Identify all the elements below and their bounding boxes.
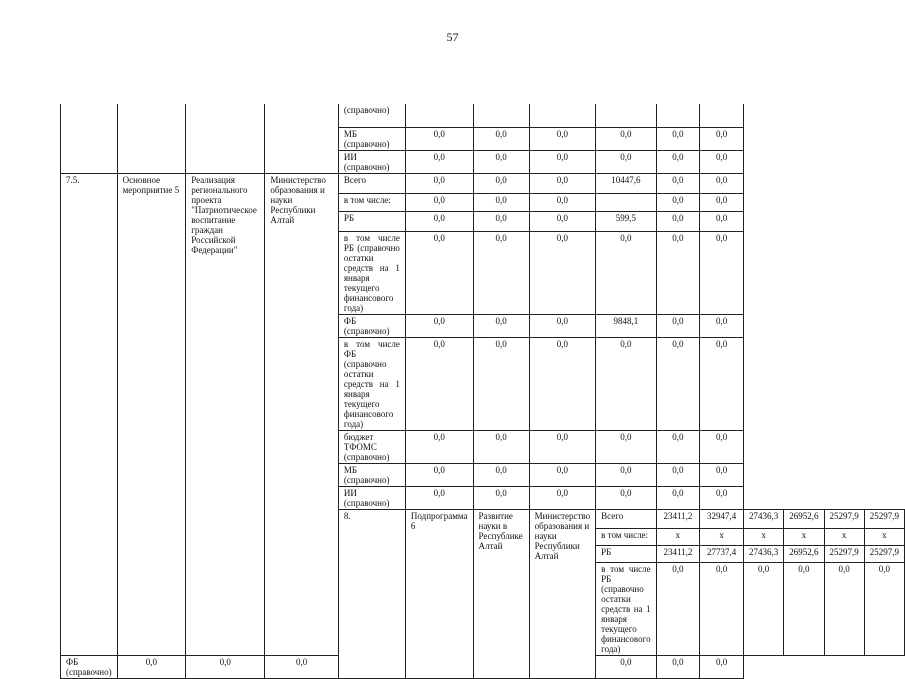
value-cell: 0,0 bbox=[700, 127, 744, 150]
value-cell: 599,5 bbox=[596, 211, 657, 231]
funding-source: Всего bbox=[596, 509, 657, 528]
value-cell: 25297,9 bbox=[824, 509, 864, 528]
value-cell: 25297,9 bbox=[824, 545, 864, 562]
value-cell: 0,0 bbox=[405, 337, 473, 430]
value-cell: 0,0 bbox=[405, 150, 473, 173]
value-cell bbox=[596, 193, 657, 211]
value-cell: 23411,2 bbox=[656, 545, 700, 562]
value-cell: 0,0 bbox=[700, 337, 744, 430]
empty-cell bbox=[186, 104, 265, 173]
value-cell: 0,0 bbox=[473, 127, 529, 150]
funding-source: в том числе РБ (справочно остатки средств на 1 января текущего финансового года) bbox=[596, 562, 657, 655]
value-cell: 0,0 bbox=[700, 150, 744, 173]
value-cell bbox=[596, 104, 657, 127]
value-cell: 0,0 bbox=[117, 655, 186, 678]
value-cell: x bbox=[700, 528, 744, 545]
value-cell: 0,0 bbox=[529, 486, 596, 509]
value-cell bbox=[700, 104, 744, 127]
table-row bbox=[61, 173, 905, 193]
value-cell: x bbox=[784, 528, 824, 545]
value-cell: 0,0 bbox=[405, 231, 473, 314]
value-cell: 0,0 bbox=[656, 211, 700, 231]
value-cell: 0,0 bbox=[656, 562, 700, 655]
funding-source: в том числе: bbox=[596, 528, 657, 545]
funding-source: РБ bbox=[338, 211, 405, 231]
value-cell: 0,0 bbox=[473, 150, 529, 173]
value-cell: 0,0 bbox=[596, 486, 657, 509]
value-cell: 0,0 bbox=[656, 655, 700, 678]
value-cell bbox=[529, 104, 596, 127]
value-cell: 0,0 bbox=[700, 655, 744, 678]
empty-cell bbox=[117, 104, 186, 173]
value-cell: 0,0 bbox=[405, 314, 473, 337]
value-cell: x bbox=[824, 528, 864, 545]
value-cell: 0,0 bbox=[265, 655, 339, 678]
executor: Министерство образования и науки Республики Алтай bbox=[529, 509, 596, 678]
value-cell: 0,0 bbox=[405, 486, 473, 509]
value-cell: 0,0 bbox=[405, 127, 473, 150]
value-cell: 0,0 bbox=[656, 231, 700, 314]
value-cell: 0,0 bbox=[700, 430, 744, 463]
executor: Министерство образования и науки Республики Алтай bbox=[265, 173, 339, 655]
value-cell: 0,0 bbox=[473, 314, 529, 337]
value-cell: 0,0 bbox=[656, 337, 700, 430]
value-cell: 0,0 bbox=[656, 193, 700, 211]
value-cell: 0,0 bbox=[784, 562, 824, 655]
value-cell: 0,0 bbox=[405, 211, 473, 231]
value-cell: 0,0 bbox=[529, 127, 596, 150]
value-cell: 0,0 bbox=[405, 173, 473, 193]
value-cell: 0,0 bbox=[596, 655, 657, 678]
program-name: Подпрограмма 6 bbox=[405, 509, 473, 678]
funding-table bbox=[60, 104, 905, 679]
value-cell: 0,0 bbox=[473, 231, 529, 314]
empty-cell bbox=[265, 104, 339, 173]
value-cell: 0,0 bbox=[656, 430, 700, 463]
funding-source: (справочно) bbox=[338, 104, 405, 127]
funding-source: МБ (справочно) bbox=[338, 463, 405, 486]
funding-source: в том числе: bbox=[338, 193, 405, 211]
value-cell: 0,0 bbox=[656, 463, 700, 486]
funding-source: Всего bbox=[338, 173, 405, 193]
value-cell: 0,0 bbox=[700, 486, 744, 509]
value-cell: 0,0 bbox=[700, 314, 744, 337]
value-cell bbox=[405, 104, 473, 127]
value-cell: 9848,1 bbox=[596, 314, 657, 337]
value-cell: 0,0 bbox=[700, 562, 744, 655]
funding-source: МБ (справочно) bbox=[338, 127, 405, 150]
value-cell: 0,0 bbox=[700, 211, 744, 231]
row-number: 8. bbox=[338, 509, 405, 678]
value-cell: 0,0 bbox=[596, 337, 657, 430]
value-cell: 0,0 bbox=[596, 430, 657, 463]
value-cell: 0,0 bbox=[596, 231, 657, 314]
value-cell: 25297,9 bbox=[864, 545, 904, 562]
value-cell: 0,0 bbox=[596, 150, 657, 173]
value-cell: 0,0 bbox=[700, 173, 744, 193]
value-cell: 0,0 bbox=[824, 562, 864, 655]
value-cell: 0,0 bbox=[405, 193, 473, 211]
value-cell: 0,0 bbox=[473, 173, 529, 193]
funding-source: ИИ (справочно) bbox=[338, 150, 405, 173]
funding-source: ФБ (справочно) bbox=[61, 655, 118, 678]
value-cell: 0,0 bbox=[473, 430, 529, 463]
value-cell: 27436,3 bbox=[744, 545, 784, 562]
value-cell: 32947,4 bbox=[700, 509, 744, 528]
value-cell: 0,0 bbox=[656, 173, 700, 193]
value-cell: 0,0 bbox=[656, 314, 700, 337]
value-cell: 23411,2 bbox=[656, 509, 700, 528]
value-cell: x bbox=[744, 528, 784, 545]
value-cell: 26952,6 bbox=[784, 545, 824, 562]
value-cell: 25297,9 bbox=[864, 509, 904, 528]
value-cell: 26952,6 bbox=[784, 509, 824, 528]
table-row bbox=[61, 104, 905, 127]
funding-source: в том числе ФБ (справочно остатки средств на 1 января текущего финансового года) bbox=[338, 337, 405, 430]
value-cell: 0,0 bbox=[473, 486, 529, 509]
value-cell: 0,0 bbox=[405, 430, 473, 463]
value-cell: 0,0 bbox=[596, 127, 657, 150]
value-cell: 10447,6 bbox=[596, 173, 657, 193]
value-cell: 0,0 bbox=[656, 486, 700, 509]
funding-source: ФБ (справочно) bbox=[338, 314, 405, 337]
funding-source: бюджет ТФОМС (справочно) bbox=[338, 430, 405, 463]
funding-source: ИИ (справочно) bbox=[338, 486, 405, 509]
program-description: Развитие науки в Республике Алтай bbox=[473, 509, 529, 678]
value-cell: 0,0 bbox=[700, 231, 744, 314]
value-cell bbox=[473, 104, 529, 127]
value-cell: 0,0 bbox=[473, 211, 529, 231]
value-cell: 0,0 bbox=[529, 150, 596, 173]
empty-cell bbox=[61, 104, 118, 173]
value-cell: 27737,4 bbox=[700, 545, 744, 562]
value-cell: 0,0 bbox=[596, 463, 657, 486]
value-cell: 0,0 bbox=[473, 463, 529, 486]
value-cell: 0,0 bbox=[473, 337, 529, 430]
page-number: 57 bbox=[446, 30, 459, 44]
funding-source: в том числе РБ (справочно остатки средств на 1 января текущего финансового года) bbox=[338, 231, 405, 314]
value-cell: x bbox=[864, 528, 904, 545]
value-cell: 0,0 bbox=[700, 193, 744, 211]
value-cell: 0,0 bbox=[529, 314, 596, 337]
row-number: 7.5. bbox=[61, 173, 118, 655]
program-name: Основное мероприятие 5 bbox=[117, 173, 186, 655]
value-cell: 0,0 bbox=[656, 150, 700, 173]
value-cell: 0,0 bbox=[529, 231, 596, 314]
value-cell: 0,0 bbox=[656, 127, 700, 150]
value-cell: 0,0 bbox=[700, 463, 744, 486]
value-cell: 0,0 bbox=[529, 211, 596, 231]
value-cell: 0,0 bbox=[744, 562, 784, 655]
value-cell: 0,0 bbox=[529, 337, 596, 430]
value-cell: 0,0 bbox=[529, 193, 596, 211]
value-cell: 0,0 bbox=[529, 463, 596, 486]
value-cell: 0,0 bbox=[864, 562, 904, 655]
funding-source: РБ bbox=[596, 545, 657, 562]
value-cell: 0,0 bbox=[405, 463, 473, 486]
value-cell: 27436,3 bbox=[744, 509, 784, 528]
value-cell: x bbox=[656, 528, 700, 545]
value-cell: 0,0 bbox=[473, 193, 529, 211]
value-cell: 0,0 bbox=[529, 430, 596, 463]
value-cell bbox=[656, 104, 700, 127]
value-cell: 0,0 bbox=[529, 173, 596, 193]
value-cell: 0,0 bbox=[186, 655, 265, 678]
program-description: Реализация регионального проекта "Патриотическое воспитание граждан Российской Федерации" bbox=[186, 173, 265, 655]
